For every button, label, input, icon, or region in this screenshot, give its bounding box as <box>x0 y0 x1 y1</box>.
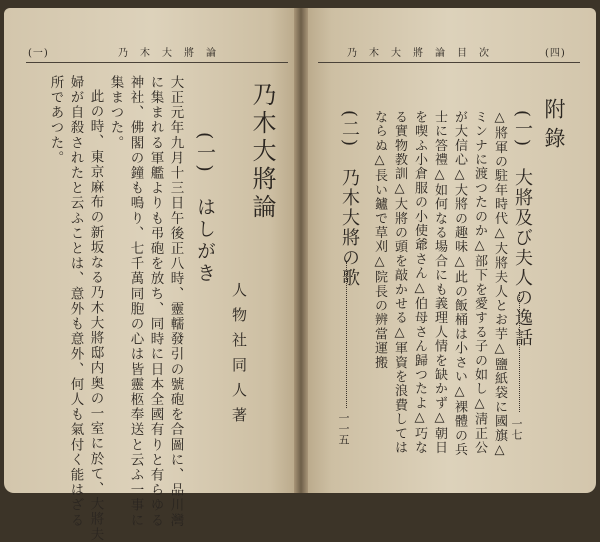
author-line: 人物社同人著 <box>230 282 248 432</box>
body-column-4: 集まつた。 <box>107 75 124 151</box>
toc-detail-line-3: が大信心△大將の趣味△此の飯桶は小さい△裸體の兵 <box>452 110 467 457</box>
toc-detail-line-5: を喫ふ小倉服の小使爺さん△伯母さん歸つたよ△巧な <box>412 110 427 455</box>
toc-heading-1: (一) 大將及び夫人の逸話 <box>512 110 533 349</box>
body-column-7: 所であつた。 <box>47 75 64 166</box>
toc-page-2: 一一五 <box>337 412 350 445</box>
left-page-number: (一) <box>28 48 49 59</box>
left-header-rule <box>26 62 288 63</box>
body-column-5: 此の時、東京麻布の新坂なる乃木大將邸内奥の一室に於て、大將夫 <box>87 89 104 542</box>
toc-leader-2 <box>346 262 347 408</box>
appendix-title: 附錄 <box>542 98 566 156</box>
left-running-title: 乃 木 大 將 論 <box>118 48 217 59</box>
toc-leader-1 <box>519 292 520 412</box>
toc-detail-line-1: △將軍の駐年時代△大將夫人とお芋△鹽紙袋に國旗△ <box>492 110 507 459</box>
toc-detail-line-6: る實物教訓△大將の頭を敲かせる△軍資を浪費しては <box>392 110 407 455</box>
right-header-rule <box>318 62 580 63</box>
toc-page-1: 一七 <box>510 418 523 440</box>
chapter-heading: (一) はしがき <box>194 132 216 285</box>
body-column-2: に集まれる軍艦よりも弔砲を放ち、同時に日本全國有りと有らゆる <box>147 75 164 528</box>
body-column-1: 大正元年九月十三日午後正八時、靈轜發引の號砲を合圖に、品川灣 <box>167 75 184 528</box>
toc-detail-line-4: 士に答禮△如何なる場合にも義理人情を缺かず△朝日 <box>432 110 447 455</box>
toc-heading-2: (二) 乃木大將の歌 <box>339 110 360 289</box>
book-gutter <box>294 8 308 493</box>
right-page-number: (四) <box>545 48 566 59</box>
body-column-3: 神社、佛閣の鐘も鳴り、七千萬同胞の心は皆靈柩奉送と云ふ一事に <box>127 75 144 528</box>
body-column-6: 婦が自殺されたと云ふことは、意外も意外、何人も氣付く能はざる <box>67 75 84 528</box>
right-running-title: 乃 木 大 將 論 目 次 <box>347 48 490 59</box>
book-title: 乃木大將論 <box>248 82 276 222</box>
toc-detail-line-2: ミンナに渡つたのか△部下を愛する子の如し△淸正公 <box>472 110 487 455</box>
toc-detail-line-7: ならぬ△長い鑪で草刈△院長の辨當運搬 <box>372 110 387 370</box>
